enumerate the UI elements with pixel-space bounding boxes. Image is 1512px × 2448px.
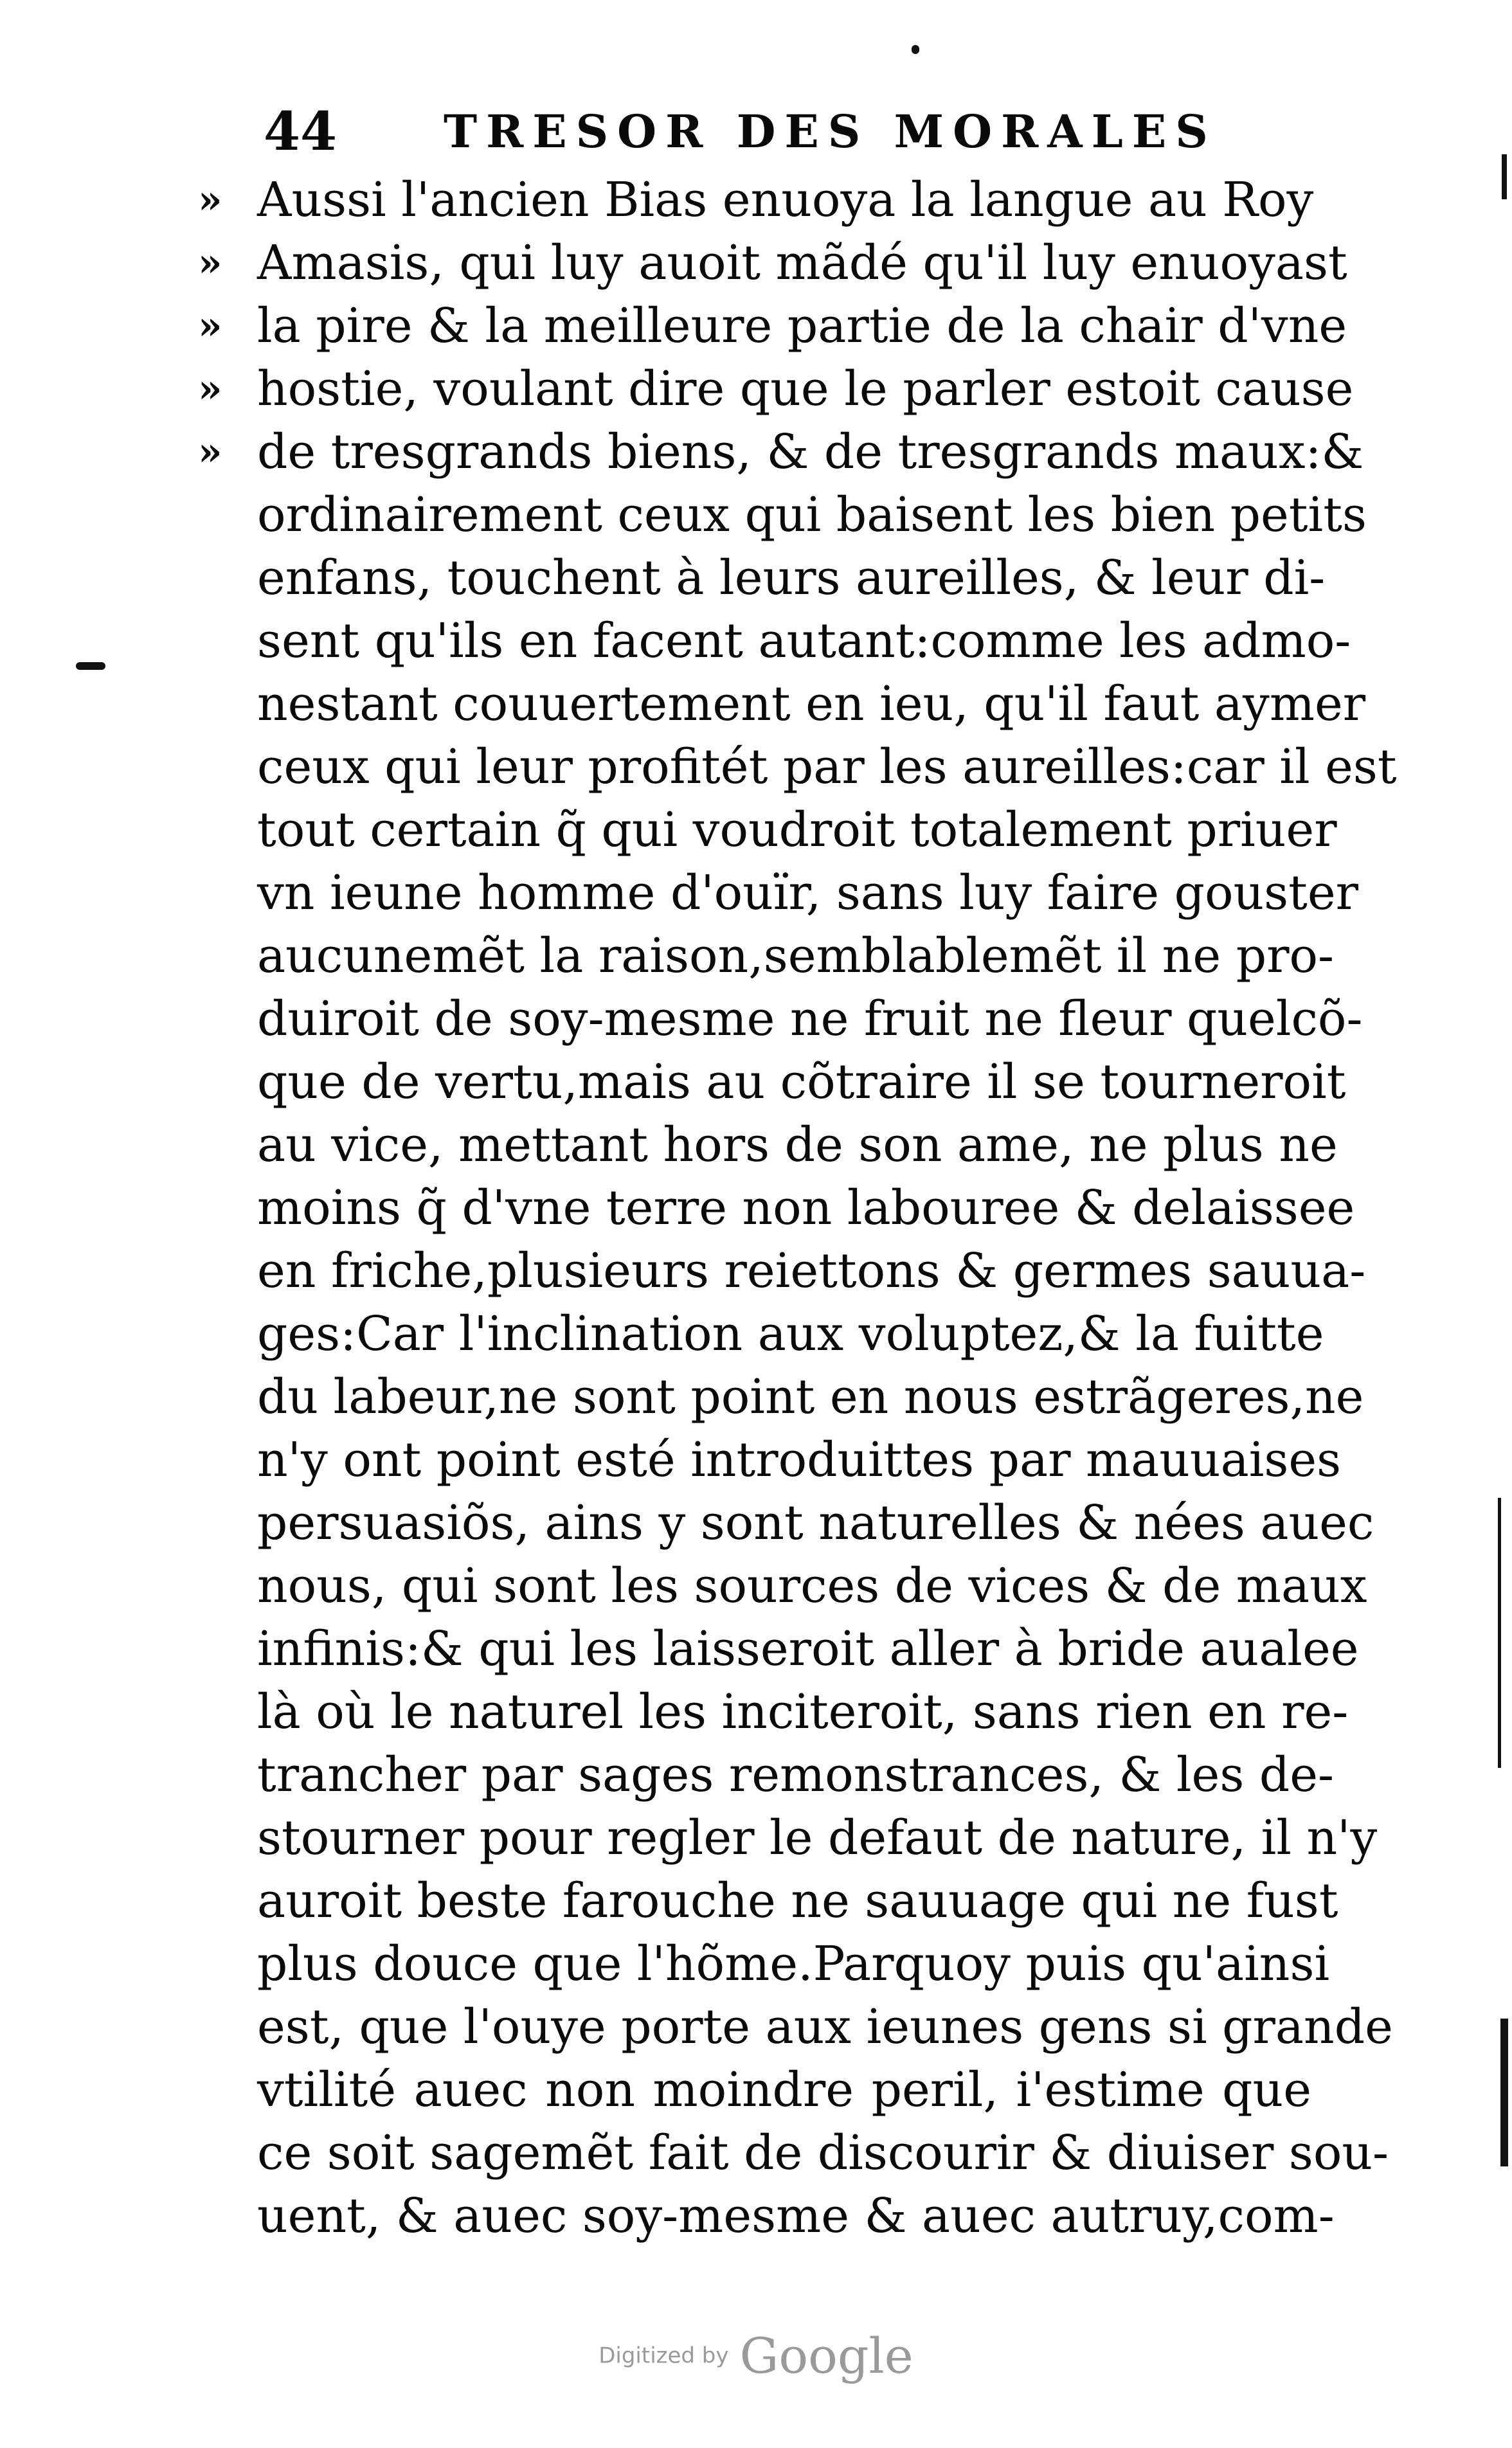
- text-line: [257, 1239, 1366, 1302]
- line-text: enfans, touchent à leurs aureilles, & leur di-: [257, 550, 1326, 606]
- text-line: [257, 1365, 1364, 1428]
- line-text: la pire & la meilleure partie de la chair d'vne: [257, 298, 1347, 354]
- text-line: [257, 861, 1359, 924]
- line-text: nestant couuertement en ieu, qu'il faut aymer: [257, 676, 1366, 732]
- text-line: [198, 294, 1347, 357]
- text-line: [198, 420, 1364, 483]
- line-text: de tresgrands biens, & de tresgrands maux:&: [257, 424, 1364, 480]
- text-line: [257, 672, 1366, 735]
- text-line: [257, 1932, 1330, 1995]
- line-text: du labeur,ne sont point en nous estrãgeres,ne: [257, 1369, 1364, 1425]
- line-text: nous, qui sont les sources de vices & de maux: [257, 1558, 1367, 1614]
- text-line: [257, 1680, 1349, 1743]
- line-text: ordinairement ceux qui baisent les bien petits: [257, 487, 1367, 543]
- line-text: Aussi l'ancien Bias enuoya la langue au Roy: [257, 172, 1314, 228]
- line-text: aucunemẽt la raison,semblablemẽt il ne pro-: [257, 928, 1335, 984]
- text-line: [257, 987, 1363, 1050]
- text-line: [257, 1806, 1378, 1869]
- quotation-marker: »: [198, 366, 222, 411]
- line-text: est, que l'ouye porte aux ieunes gens si grande: [257, 1999, 1393, 2055]
- text-line: [257, 1050, 1346, 1113]
- google-logo-text: Google: [739, 2327, 914, 2384]
- quotation-marker: »: [198, 303, 222, 348]
- line-text: n'y ont point esté introduittes par mauuaises: [257, 1432, 1342, 1488]
- line-text: plus douce que l'hõme.Parquoy puis qu'ainsi: [257, 1936, 1330, 1992]
- text-line: [257, 483, 1367, 546]
- line-text: duiroit de soy-mesme ne fruit ne fleur quelcõ-: [257, 991, 1363, 1047]
- body-text: [198, 168, 1397, 2247]
- text-line: [257, 1491, 1374, 1554]
- text-line: [257, 1302, 1324, 1365]
- text-line: [257, 798, 1337, 861]
- line-text: hostie, voulant dire que le parler estoit cause: [257, 361, 1354, 417]
- margin-line-right-2: [1500, 2019, 1508, 2166]
- line-text: en friche,plusieurs reiettons & germes sauua-: [257, 1243, 1366, 1299]
- text-line: [198, 168, 1314, 231]
- line-text: stourner pour regler le defaut de nature, il n'y: [257, 1810, 1378, 1866]
- line-text: moins q̃ d'vne terre non labouree & delaissee: [257, 1180, 1355, 1236]
- line-text: Amasis, qui luy auoit mãdé qu'il luy enuoyast: [257, 235, 1347, 291]
- line-text: ceux qui leur profitét par les aureilles:car il est: [257, 739, 1397, 795]
- digitized-label: Digitized by: [598, 2343, 729, 2369]
- text-line: [257, 924, 1335, 987]
- line-text: ges:Car l'inclination aux voluptez,& la fuitte: [257, 1306, 1324, 1362]
- text-line: [257, 1869, 1338, 1932]
- line-text: ce soit sagemẽt fait de discourir & diuiser sou-: [257, 2125, 1389, 2181]
- quotation-marker: »: [198, 240, 222, 285]
- margin-speck-top: [912, 45, 919, 54]
- running-title: TRESOR DES MORALES: [444, 105, 1217, 158]
- digitized-footer: [0, 2327, 1512, 2384]
- text-line: [257, 1995, 1393, 2058]
- text-line: [198, 231, 1347, 294]
- text-line: [257, 2058, 1311, 2121]
- text-line: [257, 2121, 1389, 2184]
- line-text: tout certain q̃ qui voudroit totalement priuer: [257, 802, 1337, 858]
- line-text: auroit beste farouche ne sauuage qui ne fust: [257, 1873, 1338, 1929]
- line-text: infinis:& qui les laisseroit aller à bride aualee: [257, 1621, 1359, 1677]
- line-text: sent qu'ils en facent autant:comme les admo-: [257, 613, 1351, 669]
- quotation-marker: »: [198, 177, 222, 222]
- line-text: persuasiõs, ains y sont naturelles & nées auec: [257, 1495, 1374, 1551]
- line-text: uent, & auec soy-mesme & auec autruy,com-: [257, 2188, 1335, 2244]
- page-header: [264, 96, 1292, 167]
- text-line: [257, 1743, 1335, 1806]
- quotation-marker: »: [198, 429, 222, 474]
- line-text: vn ieune homme d'ouïr, sans luy faire gouster: [257, 865, 1359, 921]
- margin-speck-left: [76, 662, 105, 670]
- text-line: [257, 735, 1397, 798]
- margin-speck-right: [1502, 154, 1507, 199]
- text-line: [257, 1113, 1338, 1176]
- text-line: [257, 1617, 1359, 1680]
- page-number: 44: [264, 101, 338, 163]
- line-text: là où le naturel les inciteroit, sans rien en re-: [257, 1684, 1349, 1740]
- text-line: [257, 1428, 1342, 1491]
- line-text: au vice, mettant hors de son ame, ne plus ne: [257, 1117, 1338, 1173]
- margin-line-right-1: [1498, 1498, 1501, 1768]
- line-text: que de vertu,mais au cõtraire il se tourneroit: [257, 1054, 1346, 1110]
- text-line: [257, 1554, 1367, 1617]
- text-line: [257, 546, 1326, 609]
- text-line: [198, 357, 1354, 420]
- line-text: trancher par sages remonstrances, & les de-: [257, 1747, 1335, 1803]
- text-line: [257, 2184, 1335, 2247]
- text-line: [257, 609, 1351, 672]
- text-line: [257, 1176, 1355, 1239]
- line-text: vtilité auec non moindre peril, i'estime que: [257, 2062, 1311, 2118]
